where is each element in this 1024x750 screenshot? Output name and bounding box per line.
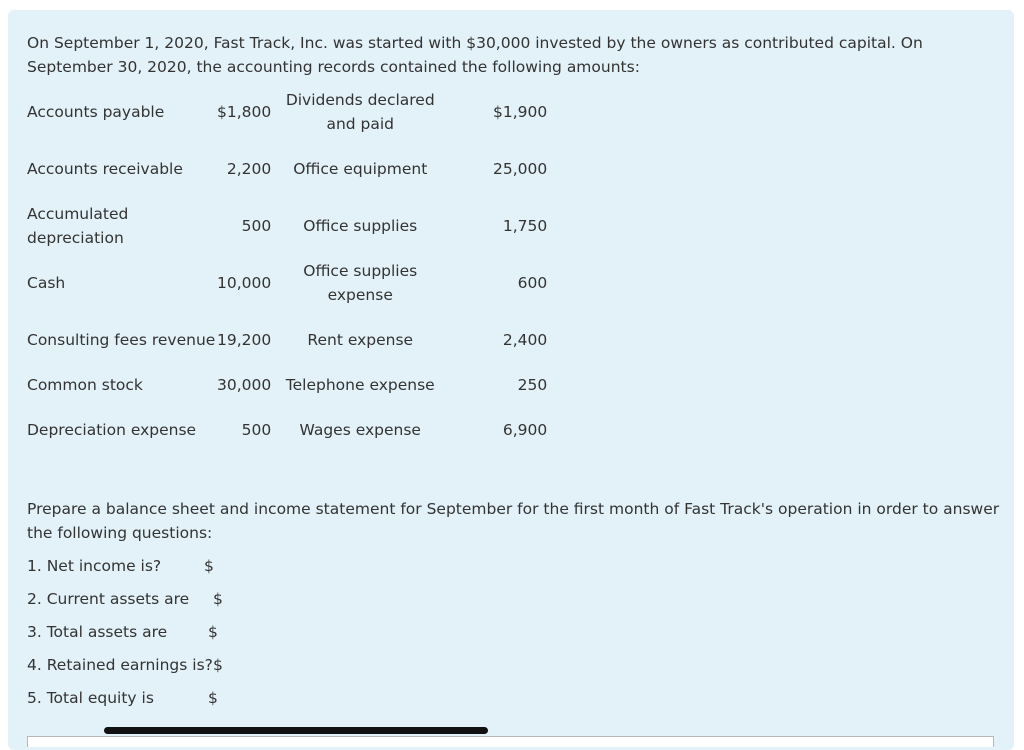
account-name: Accounts payable [27,103,165,121]
account-amount: 25,000 [493,160,548,178]
table-row [27,202,547,250]
intro-text: On September 1, 2020, Fast Track, Inc. was started with $30,000 invested by the owners as contributed capital. On September 30, 2020, the accounting records contained the following amounts: [27,34,923,76]
account-name: Common stock [27,376,143,394]
question-3-label: 3. Total assets are [27,623,168,641]
account-name: Dividends declared and paid [285,91,435,133]
account-amount: 500 [241,421,272,439]
table-row [27,145,547,193]
account-amount: 6,900 [502,421,548,439]
account-name: Wages expense [299,421,421,439]
account-name: Cash [27,274,66,292]
accounts-table [27,88,547,454]
account-amount: 30,000 [217,376,272,394]
account-name: Office equipment [293,160,428,178]
account-amount: 10,000 [217,274,272,292]
account-amount: 2,400 [502,331,548,349]
table-row [27,316,547,364]
account-amount: 2,200 [226,160,272,178]
question-2-label: 2. Current assets are [27,590,190,608]
account-name: Office supplies [303,217,418,235]
account-name: Office supplies expense [303,262,418,304]
instructions-text: Prepare a balance sheet and income statement for September for the first month of Fast Track's operation in order to answer the following questions: [27,500,1000,542]
table-row [27,406,547,454]
account-amount: 19,200 [217,331,272,349]
question-5-label: 5. Total equity is [27,689,154,707]
account-name: Telephone expense [285,376,435,394]
account-name: Consulting fees revenue [27,331,216,349]
table-row [27,88,547,136]
question-5-dollar-sign: $ [208,689,218,707]
question-1-label: 1. Net income is? [27,557,162,575]
question-4-dollar-sign: $ [213,656,223,674]
question-2-dollar-sign: $ [213,590,223,608]
table-row [27,373,547,397]
question-3-dollar-sign: $ [208,623,218,641]
account-amount: 1,750 [502,217,548,235]
horizontal-scrollbar[interactable] [104,727,488,734]
account-amount: $1,800 [217,103,272,121]
account-name: Rent expense [307,331,414,349]
account-name: Accounts receivable [27,160,183,178]
table-row [27,259,547,307]
question-4-label: 4. Retained earnings is? [27,656,213,674]
account-amount: 600 [517,274,548,292]
account-amount: 250 [517,376,548,394]
account-name: Accumulated depreciation [27,205,129,247]
account-amount: 500 [241,217,272,235]
account-name: Depreciation expense [27,421,197,439]
account-amount: $1,900 [493,103,548,121]
question-1-dollar-sign: $ [204,557,214,575]
